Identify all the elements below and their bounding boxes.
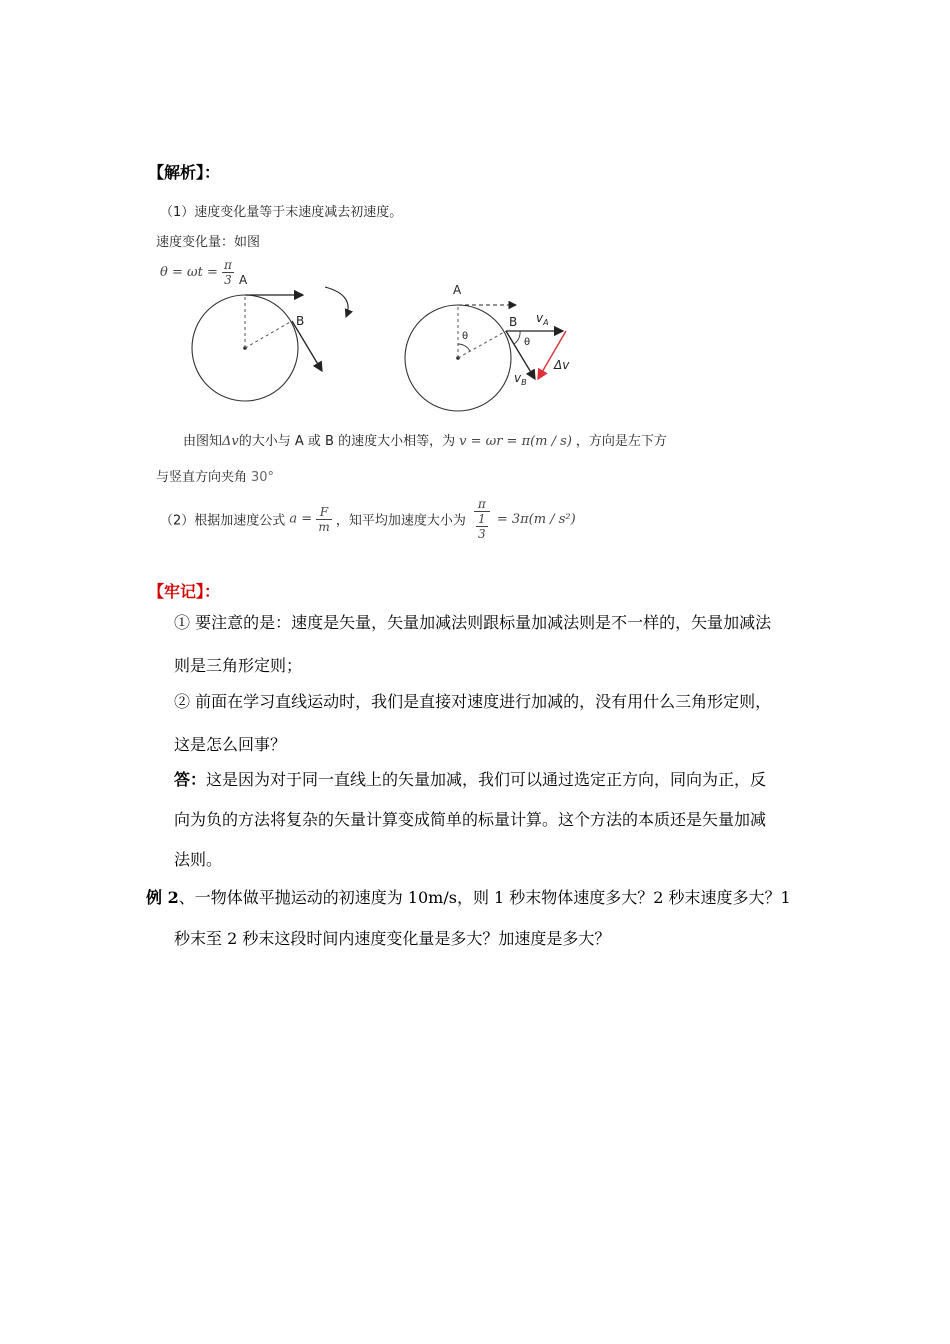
remember-item1-line1: ① 要注意的是：速度是矢量，矢量加减法则跟标量加减法则是不一样的，矢量加减法: [174, 613, 772, 632]
remember-item2-line1: ② 前面在学习直线运动时，我们是直接对速度进行加减的，没有用什么三角形定则，: [174, 692, 772, 711]
example2-line1: [146, 888, 791, 908]
formula-lhs: a =: [289, 511, 317, 527]
analysis-conclusion-line1: [183, 430, 667, 449]
left-label-B: B: [296, 314, 305, 328]
answer-line2: 向为负的方法将复杂的矢量计算变成简单的标量计算。这个方法的本质还是矢量加减: [174, 810, 767, 829]
remember-item2-line2: 这是怎么回事？: [174, 735, 287, 754]
part2-middle: ，知平均加速度大小为: [335, 513, 466, 529]
rotation-arrow: [325, 287, 348, 317]
part2-prefix: （2）根据加速度公式: [160, 513, 286, 529]
one-third: [476, 512, 488, 541]
right-figure: [405, 283, 570, 411]
conclusion-direction: ，方向是左下方: [575, 434, 667, 449]
outer-angle-arc: [514, 331, 520, 344]
delta-v-label: Δv: [554, 358, 570, 372]
left-label-A: A: [239, 273, 248, 287]
inner-theta-label: θ: [462, 331, 469, 342]
conclusion-equation: v = ωr = π(m / s): [459, 434, 572, 449]
example2-line2: 秒末至 2 秒末这段时间内速度变化量是多大？加速度是多大？: [174, 929, 611, 948]
answer-text-1: 这是因为对于同一直线上的矢量加减，我们可以通过选定正方向，同向为正，反: [206, 770, 767, 789]
analysis-heading: 【解析】：: [148, 163, 221, 182]
result-numerator: π: [474, 497, 490, 512]
velocity-change-diagram: [150, 265, 610, 425]
vB-label: $v_B$: [514, 371, 527, 387]
left-vB-arrow: [292, 321, 322, 371]
one: 1: [478, 512, 486, 526]
left-radius-b: [245, 321, 292, 348]
three: 3: [478, 527, 486, 541]
mass-symbol: m: [318, 519, 330, 534]
f-over-m: [316, 505, 331, 534]
right-label-A: A: [453, 283, 462, 297]
conclusion-prefix: 由图知: [183, 434, 223, 449]
answer-line3: 法则。: [174, 850, 223, 869]
analysis-part2: [160, 497, 576, 557]
angle-prefix: 与竖直方向夹角: [156, 470, 248, 485]
velocity-change-caption: 速度变化量：如图: [156, 235, 261, 250]
result-denominator: [474, 512, 490, 541]
answer-line1: [174, 770, 766, 790]
remember-item1-line2: 则是三角形定则；: [174, 656, 303, 675]
acceleration-result: = 3π(m / s²): [496, 511, 576, 527]
outer-theta-label: θ: [524, 337, 531, 348]
analysis-conclusion-line2: [156, 466, 274, 485]
left-figure: [192, 273, 348, 401]
pi-over-one-third: [474, 497, 490, 541]
conclusion-middle: 的大小与 A 或 B 的速度大小相等，为: [238, 434, 456, 449]
inner-angle-arc: [458, 344, 470, 351]
conclusion-dv: Δv: [222, 434, 239, 449]
theta-eq-lhs: θ = ωt =: [160, 265, 222, 280]
vA-label: $v_A$: [536, 311, 549, 327]
angle-value: 30°: [251, 470, 275, 485]
example2-text-1: 、一物体做平抛运动的初速度为 10m/s，则 1 秒末物体速度多大？2 秒末速度多大？1: [178, 888, 791, 907]
theta-denominator: 3: [224, 273, 232, 287]
analysis-part1-text: （1）速度变化量等于末速度减去初速度。: [160, 205, 403, 220]
answer-label: 答：: [174, 770, 207, 789]
right-label-B: B: [509, 315, 518, 329]
theta-numerator: π: [223, 258, 232, 272]
remember-heading: 【牢记】：: [148, 582, 221, 601]
example2-label: 例 2: [146, 888, 179, 907]
force-symbol: F: [316, 505, 331, 520]
